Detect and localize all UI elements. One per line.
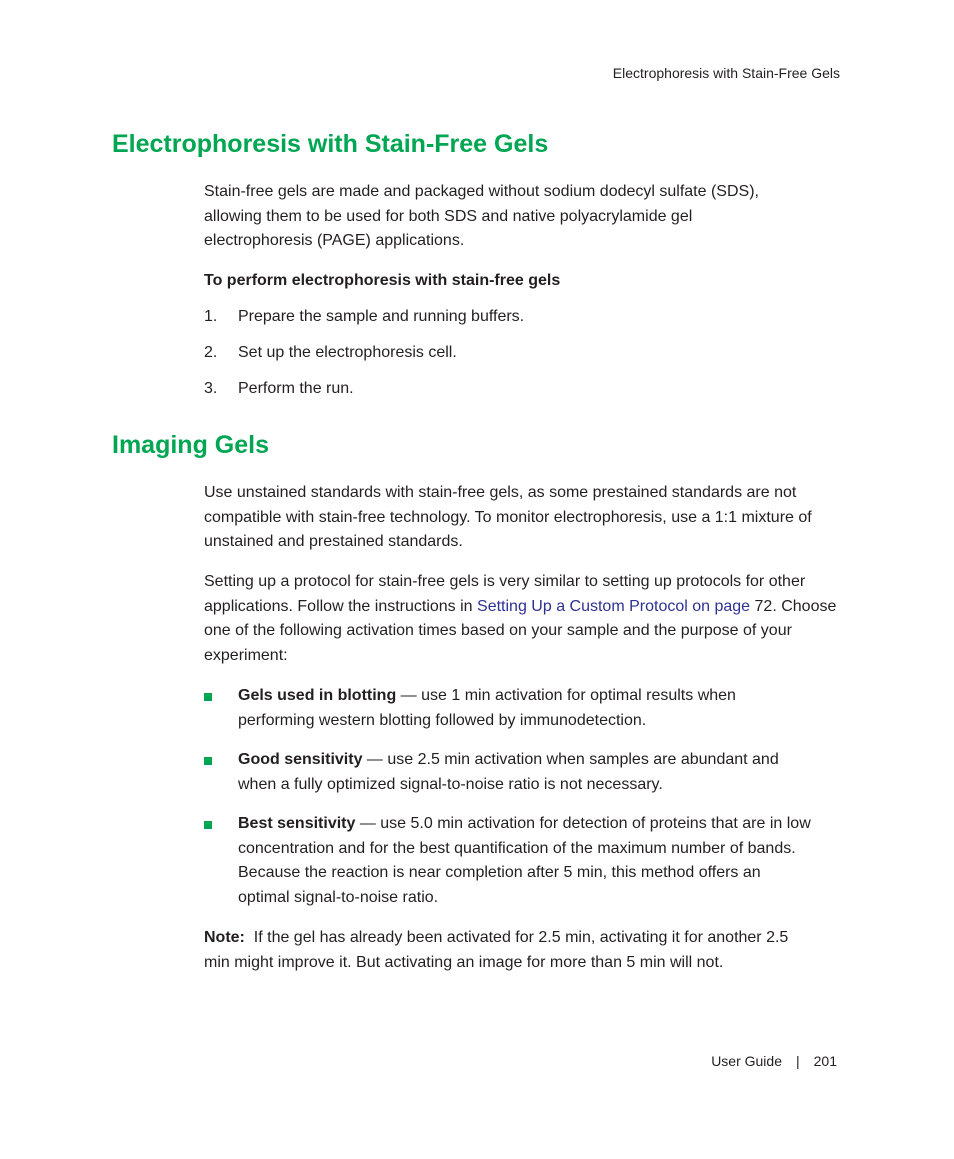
step-text: Perform the run. [238,380,354,397]
procedure-title: To perform electrophoresis with stain-free gels [204,272,561,289]
square-bullet-icon [204,757,212,765]
bullet-item [204,684,814,733]
custom-protocol-link[interactable]: Setting Up a Custom Protocol on page [477,597,751,615]
bullet-item [204,812,814,910]
electrophoresis-intro-paragraph: Stain-free gels are made and packaged without sodium dodecyl sulfate (SDS), allowing them to be used for both SDS and native polyacrylamide gel electrophoresis (PAGE) applications. [204,183,759,249]
step-number: 1. [204,308,218,325]
bullet-term: Good sensitivity [238,751,363,768]
note-paragraph [204,926,814,975]
step-text: Set up the electrophoresis cell. [238,344,457,361]
bullet-content [238,684,814,733]
bullet-term: Gels used in blotting [238,687,397,704]
section-heading-electrophoresis: Electrophoresis with Stain-Free Gels [112,130,549,158]
step-text: Prepare the sample and running buffers. [238,308,525,325]
bullet-content [238,812,814,910]
note-label: Note: [204,929,245,946]
protocol-text-after-link: 72. Choose one of the following activation times based on your sample and the purpose of your experiment: [204,597,837,664]
page-number: 201 [813,1053,837,1069]
imaging-paragraph-standards: Use unstained standards with stain-free gels, as some prestained standards are not compatible with stain-free technology. To monitor electrophoresis, use a 1:1 mixture of unstained and prestained standards. [204,484,812,550]
footer-separator: | [796,1053,800,1069]
imaging-paragraph-protocol [204,570,866,668]
footer-doc-name: User Guide [711,1053,782,1069]
bullet-text: — use 5.0 min activation for detection of proteins that are in low concentration and for the best quantification of the maximum number of bands. Because the reaction is near completion after 5 min, this method offers an optimal signal-to-noise ratio. [238,815,811,906]
square-bullet-icon [204,693,212,701]
note-text: If the gel has already been activated for 2.5 min, activating it for another 2.5 min might improve it. But activating an image for more than 5 min will not. [204,929,793,971]
section-heading-imaging: Imaging Gels [112,431,269,459]
step-number: 3. [204,380,218,397]
protocol-text-before-link: Setting up a protocol for stain-free gels is very similar to setting up protocols for other applications. Follow the instructions in [204,573,806,615]
bullet-content [238,748,814,797]
page-footer [711,1052,837,1070]
step-number: 2. [204,344,218,361]
bullet-text: — use 2.5 min activation when samples are abundant and when a fully optimized signal-to-noise ratio is not necessary. [238,751,779,793]
running-header: Electrophoresis with Stain-Free Gels [612,65,840,81]
bullet-item [204,748,814,797]
bullet-term: Best sensitivity [238,815,356,832]
bullet-text: — use 1 min activation for optimal results when performing western blotting followed by immunodetection. [238,687,736,729]
square-bullet-icon [204,821,212,829]
